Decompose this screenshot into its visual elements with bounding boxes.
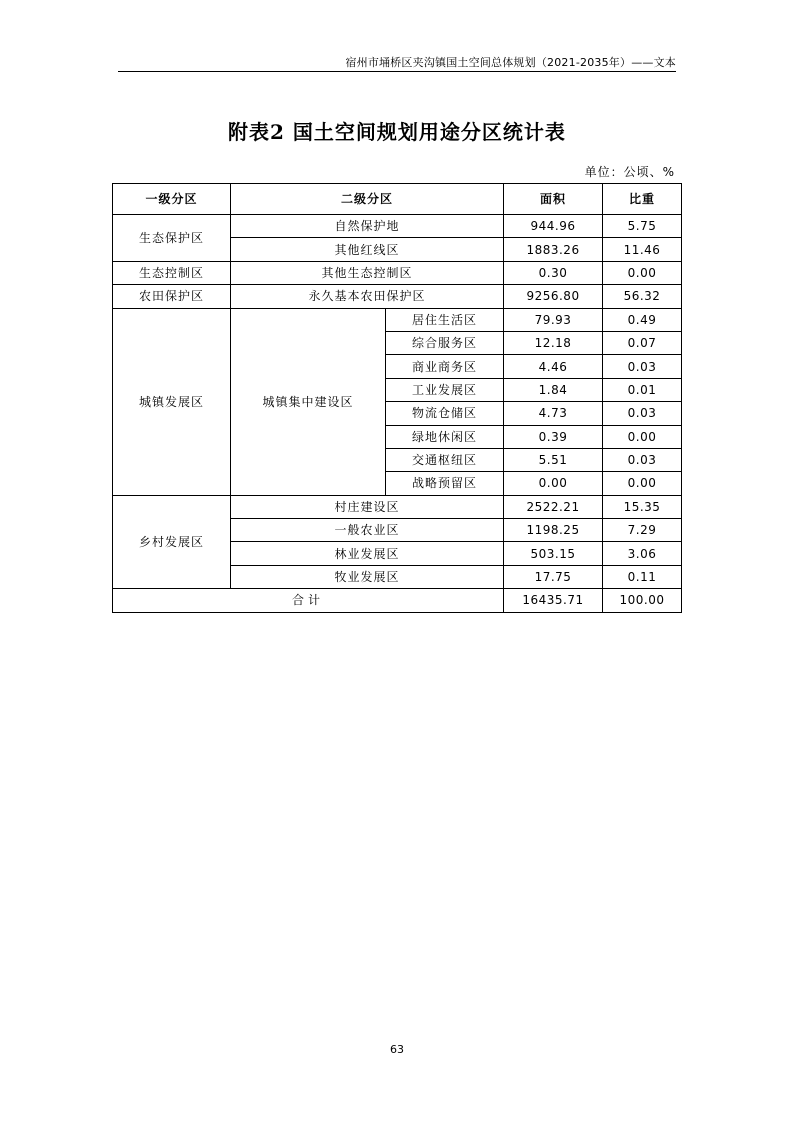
- level3-cell: 综合服务区: [386, 331, 504, 354]
- area-cell: 1.84: [504, 378, 603, 401]
- area-cell: 1198.25: [504, 519, 603, 542]
- total-ratio: 100.00: [603, 589, 682, 612]
- ratio-cell: 0.03: [603, 355, 682, 378]
- ratio-cell: 3.06: [603, 542, 682, 565]
- level2-cell: 村庄建设区: [231, 495, 504, 518]
- col-header-level2: 二级分区: [231, 184, 504, 215]
- level3-cell: 绿地休闲区: [386, 425, 504, 448]
- ratio-cell: 15.35: [603, 495, 682, 518]
- level2-cell: 其他红线区: [231, 238, 504, 261]
- area-cell: 4.73: [504, 402, 603, 425]
- level2-cell: 永久基本农田保护区: [231, 285, 504, 308]
- area-cell: 79.93: [504, 308, 603, 331]
- unit-label: 单位：公顷、%: [584, 165, 675, 179]
- ratio-cell: 56.32: [603, 285, 682, 308]
- level3-cell: 交通枢纽区: [386, 448, 504, 471]
- level2-cell: 自然保护地: [231, 215, 504, 238]
- level2-cell: 其他生态控制区: [231, 261, 504, 284]
- area-cell: 17.75: [504, 565, 603, 588]
- ratio-cell: 0.00: [603, 472, 682, 495]
- area-cell: 5.51: [504, 448, 603, 471]
- level2-cell: 林业发展区: [231, 542, 504, 565]
- level3-cell: 居住生活区: [386, 308, 504, 331]
- ratio-cell: 0.03: [603, 402, 682, 425]
- table-row: [113, 308, 682, 331]
- level3-cell: 战略预留区: [386, 472, 504, 495]
- area-cell: 0.39: [504, 425, 603, 448]
- col-header-area: 面积: [504, 184, 603, 215]
- level3-cell: 工业发展区: [386, 378, 504, 401]
- table-row: [113, 285, 682, 308]
- level1-cell: 乡村发展区: [113, 495, 231, 589]
- level2-cell: 一般农业区: [231, 519, 504, 542]
- ratio-cell: 0.03: [603, 448, 682, 471]
- total-label: 合计: [113, 589, 504, 612]
- table-title: 附表2 国土空间规划用途分区统计表: [228, 120, 566, 144]
- running-header: 宿州市埇桥区夹沟镇国土空间总体规划（2021-2035年）——文本: [345, 56, 676, 69]
- total-area: 16435.71: [504, 589, 603, 612]
- table-row: [113, 261, 682, 284]
- table-header-row: [113, 184, 682, 215]
- area-cell: 4.46: [504, 355, 603, 378]
- level1-cell: 生态控制区: [113, 261, 231, 284]
- table-row: [113, 495, 682, 518]
- table-row: [113, 215, 682, 238]
- ratio-cell: 7.29: [603, 519, 682, 542]
- ratio-cell: 0.49: [603, 308, 682, 331]
- page-number: 63: [390, 1043, 404, 1056]
- area-cell: 12.18: [504, 331, 603, 354]
- level3-cell: 商业商务区: [386, 355, 504, 378]
- total-row: [113, 589, 682, 612]
- area-cell: 0.00: [504, 472, 603, 495]
- ratio-cell: 0.01: [603, 378, 682, 401]
- ratio-cell: 5.75: [603, 215, 682, 238]
- col-header-level1: 一级分区: [113, 184, 231, 215]
- area-cell: 503.15: [504, 542, 603, 565]
- area-cell: 9256.80: [504, 285, 603, 308]
- level3-cell: 物流仓储区: [386, 402, 504, 425]
- level2-cell: 城镇集中建设区: [231, 308, 386, 495]
- ratio-cell: 0.00: [603, 425, 682, 448]
- header-rule: [118, 71, 676, 72]
- col-header-ratio: 比重: [603, 184, 682, 215]
- area-cell: 0.30: [504, 261, 603, 284]
- level1-cell: 城镇发展区: [113, 308, 231, 495]
- land-use-zoning-table: [112, 183, 682, 613]
- level1-cell: 农田保护区: [113, 285, 231, 308]
- area-cell: 944.96: [504, 215, 603, 238]
- ratio-cell: 11.46: [603, 238, 682, 261]
- ratio-cell: 0.00: [603, 261, 682, 284]
- level1-cell: 生态保护区: [113, 215, 231, 262]
- area-cell: 1883.26: [504, 238, 603, 261]
- area-cell: 2522.21: [504, 495, 603, 518]
- level2-cell: 牧业发展区: [231, 565, 504, 588]
- ratio-cell: 0.07: [603, 331, 682, 354]
- ratio-cell: 0.11: [603, 565, 682, 588]
